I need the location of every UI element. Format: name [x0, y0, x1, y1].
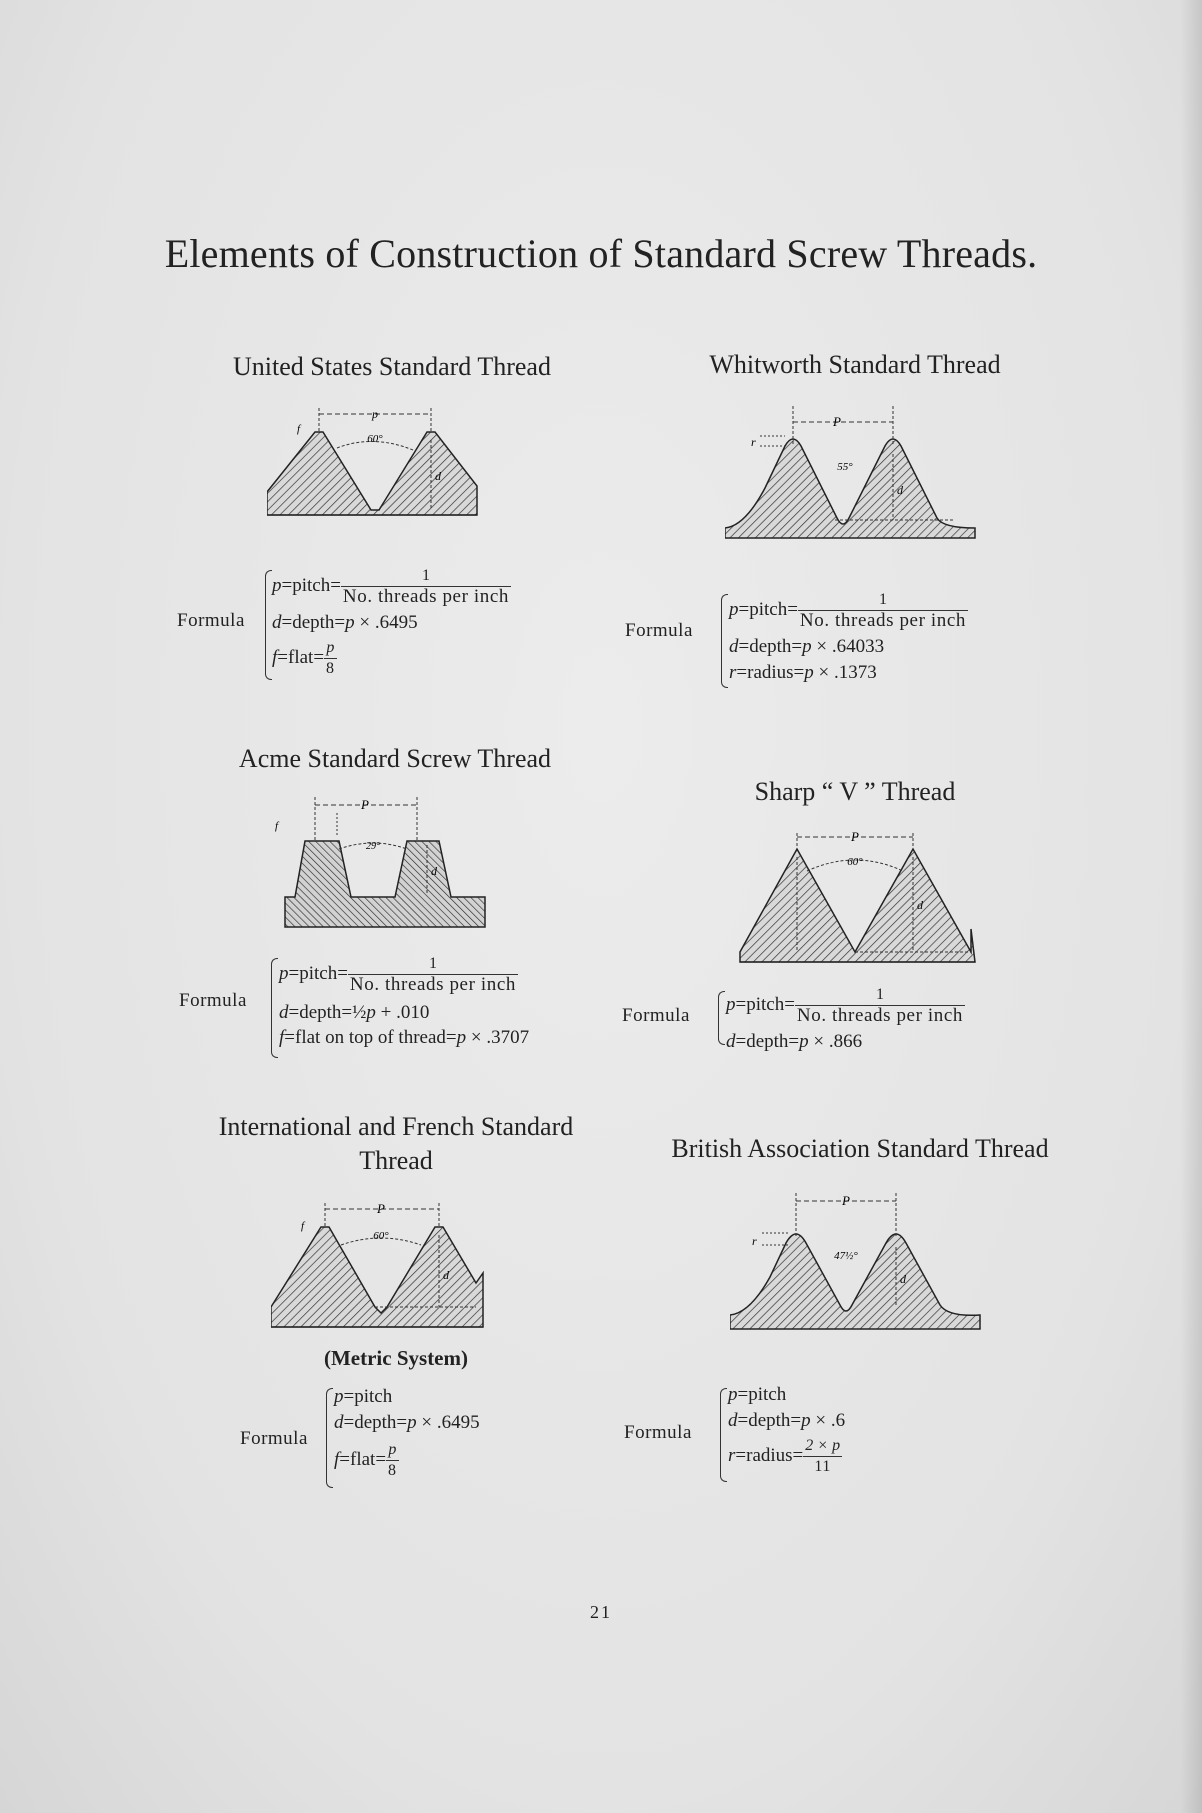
- dim-d: d: [917, 898, 923, 912]
- thread-profile: [725, 439, 975, 538]
- dim-p: P: [842, 1193, 850, 1208]
- formula-line-depth: d=depth=½p + .010: [279, 1002, 430, 1023]
- dim-p: P: [833, 414, 841, 429]
- dim-f: f: [301, 1220, 305, 1232]
- dim-r: r: [751, 435, 756, 449]
- formula-line-flat: f=flat= $\frac{p}{8}$: [334, 1441, 397, 1479]
- formula-brace: [720, 1388, 727, 1482]
- formula-sharp-v: [622, 985, 1082, 1065]
- dim-p: P: [377, 1201, 385, 1216]
- dim-angle: 60°: [367, 433, 383, 445]
- section-title: International and French Standard Thread: [218, 1112, 574, 1175]
- formula-ba: [624, 1382, 1084, 1492]
- section-title: Acme Standard Screw Thread: [238, 744, 552, 773]
- formula-acme: [179, 954, 629, 1064]
- dim-f: f: [297, 423, 301, 435]
- formula-us: [172, 560, 612, 690]
- whitworth-thread-diagram: [725, 398, 985, 548]
- section-title: Sharp “ V ” Thread: [754, 777, 956, 806]
- dim-p: P: [851, 829, 859, 844]
- intl-thread-diagram: [271, 1195, 521, 1335]
- formula-label: Formula: [625, 620, 693, 641]
- dim-f: f: [275, 820, 279, 832]
- dim-d: d: [443, 1268, 449, 1282]
- formula-label: Formula: [177, 610, 245, 631]
- formula-label: Formula: [622, 1005, 690, 1026]
- formula-line-depth: d=depth=p × .866: [726, 1031, 863, 1052]
- dim-angle: 60°: [373, 1230, 389, 1242]
- formula-intl: [240, 1382, 640, 1492]
- formula-brace: [721, 594, 728, 688]
- formula-label: Formula: [179, 990, 247, 1011]
- formula-brace: [271, 958, 278, 1058]
- dim-d: d: [897, 483, 903, 497]
- section-title: British Association Standard Thread: [671, 1134, 1049, 1163]
- dim-r: r: [752, 1234, 757, 1248]
- formula-line-depth: d=depth=p × .64033: [729, 636, 885, 657]
- formula-brace: [718, 991, 725, 1045]
- formula-line-pitch: p=pitch= $\frac{1}{\text{No. threads per inch}}$: [272, 567, 509, 607]
- formula-brace: [326, 1388, 333, 1488]
- page-title: Elements of Construction of Standard Screw Threads.: [164, 231, 1038, 276]
- section-title: United States Standard Thread: [233, 352, 551, 381]
- dim-d: d: [431, 864, 437, 878]
- metric-system-caption: (Metric System): [323, 1346, 468, 1370]
- formula-line-radius: r=radius=p × .1373: [729, 662, 877, 683]
- formula-line-radius: r=radius= $\frac{2 \times p}{11}$: [728, 1437, 841, 1475]
- dim-angle: 47½°: [834, 1250, 858, 1262]
- dim-angle: 29°: [366, 841, 380, 852]
- formula-line-flat: f=flat on top of thread=p × .3707: [279, 1027, 530, 1048]
- dim-p: P: [361, 797, 369, 812]
- formula-brace: [265, 570, 272, 680]
- formula-line-pitch: p=pitch= $\frac{1}{\text{No. threads per inch}}$: [726, 986, 963, 1026]
- thread-profile: [285, 841, 485, 927]
- formula-line-depth: d=depth=p × .6495: [334, 1412, 480, 1433]
- dim-p: p: [372, 407, 378, 421]
- us-thread-diagram: [267, 400, 517, 540]
- formula-label: Formula: [624, 1422, 692, 1443]
- formula-whitworth: [625, 590, 1085, 700]
- dim-d: d: [435, 469, 441, 483]
- dim-angle: 55°: [837, 461, 853, 473]
- dim-angle: 60°: [847, 856, 863, 868]
- section-title: Whitworth Standard Thread: [709, 350, 1001, 379]
- formula-line-depth: d=depth=p × .6: [728, 1410, 846, 1431]
- dim-d: d: [900, 1272, 906, 1286]
- formula-line-depth: d=depth=p × .6495: [272, 612, 418, 633]
- acme-thread-diagram: [275, 787, 515, 937]
- formula-line-pitch: p=pitch: [728, 1384, 787, 1405]
- formula-line-pitch: p=pitch= $\frac{1}{\text{No. threads per inch}}$: [729, 591, 966, 631]
- formula-line-pitch: p=pitch: [334, 1386, 393, 1407]
- sharp-v-thread-diagram: [735, 827, 985, 967]
- formula-line-pitch: p=pitch= $\frac{1}{\text{No. threads per inch}}$: [279, 955, 516, 995]
- ba-thread-diagram: [730, 1187, 990, 1337]
- page-number: 21: [590, 1602, 612, 1622]
- thread-profile: [271, 1227, 483, 1327]
- formula-line-flat: f=flat= $\frac{p}{8}$: [272, 639, 335, 677]
- thread-profile: [730, 1234, 980, 1329]
- formula-label: Formula: [240, 1428, 308, 1449]
